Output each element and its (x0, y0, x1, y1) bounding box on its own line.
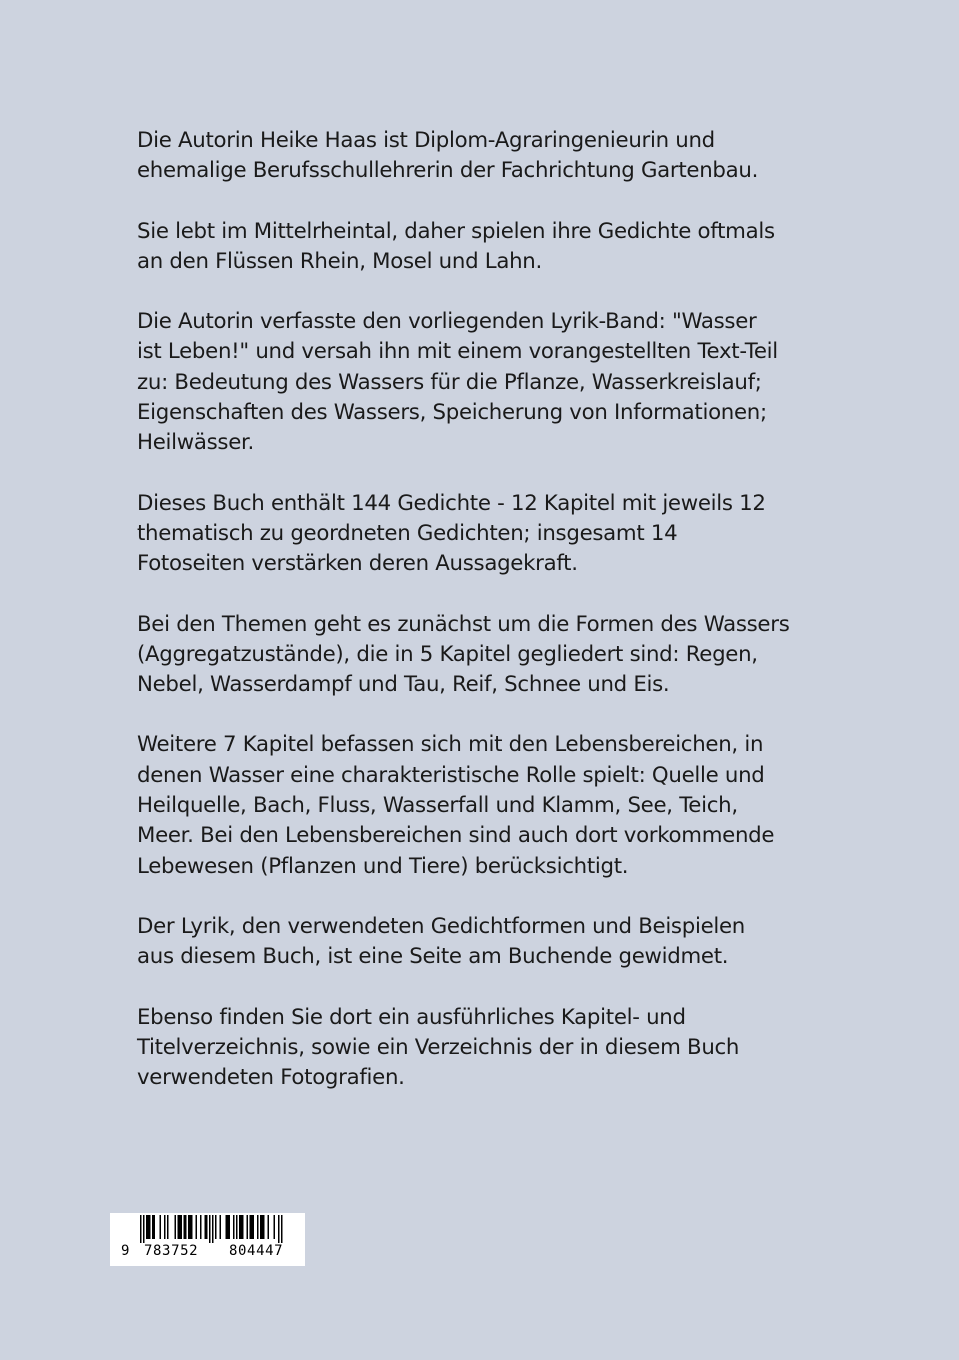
barcode-bar (188, 1215, 190, 1239)
barcode-bar (253, 1215, 255, 1239)
paragraph-lyric-forms (137, 912, 837, 973)
barcode-bar (233, 1215, 235, 1239)
barcode-bar (220, 1215, 222, 1239)
text-line: Eigenschaften des Wassers, Speicherung von Informationen; (137, 400, 767, 426)
barcode-bar (257, 1215, 259, 1239)
barcode-bar (148, 1215, 150, 1239)
barcode-bar (260, 1215, 262, 1239)
text-line: zu: Bedeutung des Wassers für die Pflanze, Wasserkreislauf; (137, 369, 762, 395)
barcode-bar (263, 1215, 265, 1239)
text-line: Heilquelle, Bach, Fluss, Wasserfall und Klamm, See, Teich, (137, 793, 738, 819)
barcode-bar (226, 1215, 228, 1239)
paragraph-index (137, 1003, 837, 1094)
barcode-digits (110, 1243, 305, 1323)
barcode-bar (185, 1215, 187, 1239)
barcode-bar (239, 1215, 241, 1239)
barcode-bar (179, 1215, 181, 1239)
barcode-bar (205, 1215, 207, 1239)
text-line: Die Autorin Heike Haas ist Diplom-Agraringenieurin und (137, 128, 715, 153)
barcode-bar (140, 1215, 142, 1243)
paragraph-themes (137, 610, 837, 701)
text-line: Der Lyrik, den verwendeten Gedichtformen und Beispielen (137, 913, 745, 939)
back-cover-text (137, 126, 837, 1123)
isbn-barcode (110, 1213, 305, 1266)
barcode-bar (149, 1215, 151, 1239)
text-line: Sie lebt im Mittelrheintal, daher spielen ihre Gedichte oftmals (137, 218, 775, 244)
barcode-bar (190, 1215, 192, 1239)
paragraph-book-content (137, 307, 837, 458)
barcode-bar (175, 1215, 177, 1239)
barcode-bar (164, 1215, 166, 1239)
barcode-bar (146, 1215, 148, 1239)
barcode-bar (143, 1215, 145, 1243)
barcode-bar (206, 1215, 208, 1239)
paragraph-poem-count (137, 489, 837, 580)
paragraph-residence (137, 217, 837, 278)
text-line: (Aggregatzustände), die in 5 Kapitel gegliedert sind: Regen, (137, 641, 758, 667)
text-line: ehemalige Berufsschullehrerin der Fachrichtung Gartenbau. (137, 158, 759, 184)
barcode-bar (154, 1215, 156, 1239)
barcode-lead-digit: 9 (121, 1243, 130, 1259)
text-line: Nebel, Wasserdampf und Tau, Reif, Schnee und Eis. (137, 672, 670, 698)
barcode-left-digits: 783752 (144, 1243, 199, 1259)
barcode-bar (178, 1215, 180, 1239)
paragraph-author-intro (137, 126, 837, 187)
text-line: Ebenso finden Sie dort ein ausführliches Kapitel- und (137, 1004, 686, 1030)
barcode-bar (241, 1215, 243, 1239)
text-line: Die Autorin verfasste den vorliegenden Lyrik-Band: "Wasser (137, 309, 757, 335)
text-line: Titelverzeichnis, sowie ein Verzeichnis der in diesem Buch (137, 1034, 740, 1060)
text-line: aus diesem Buch, ist eine Seite am Buchende gewidmet. (137, 944, 729, 970)
barcode-bar (262, 1215, 264, 1239)
text-line: an den Flüssen Rhein, Mosel und Lahn. (137, 248, 542, 274)
text-line: Bei den Themen geht es zunächst um die Formen des Wassers (137, 611, 790, 637)
barcode-bar (215, 1215, 217, 1239)
barcode-bar (181, 1215, 183, 1239)
barcode-bar (200, 1215, 202, 1239)
text-line: Dieses Buch enthält 144 Gedichte - 12 Kapitel mit jeweils 12 (137, 490, 766, 516)
text-line: denen Wasser eine charakteristische Rolle spielt: Quelle und (137, 762, 765, 788)
barcode-bar (184, 1215, 186, 1239)
barcode-right-digits: 804447 (229, 1243, 284, 1259)
barcode-bar (268, 1215, 270, 1239)
text-line: ist Leben!" und versah ihn mit einem vorangestellten Text-Teil (137, 339, 778, 365)
barcode-bar (247, 1215, 249, 1239)
text-line: Heilwässer. (137, 430, 254, 456)
text-line: Fotoseiten verstärken deren Aussagekraft. (137, 551, 578, 577)
barcode-bar (167, 1215, 169, 1239)
barcode-bar (236, 1215, 238, 1239)
barcode-bar (191, 1215, 193, 1239)
barcode-bar (278, 1215, 280, 1243)
text-line: Meer. Bei den Lebensbereichen sind auch dort vorkommende (137, 823, 775, 849)
barcode-bar (250, 1215, 252, 1239)
barcode-bar (196, 1215, 198, 1239)
text-line: verwendeten Fotografien. (137, 1065, 405, 1091)
barcode-bar (152, 1215, 154, 1239)
barcode-bar (212, 1215, 214, 1243)
barcode-bar (160, 1215, 162, 1239)
barcode-bar (227, 1215, 229, 1239)
barcode-bar (274, 1215, 276, 1239)
text-line: Lebewesen (Pflanzen und Tiere) berücksichtigt. (137, 853, 629, 879)
barcode-bar (229, 1215, 231, 1239)
barcode-bar (281, 1215, 283, 1243)
text-line: thematisch zu geordneten Gedichten; insgesamt 14 (137, 520, 678, 546)
text-line: Weitere 7 Kapitel befassen sich mit den Lebensbereichen, in (137, 732, 764, 758)
paragraph-habitats (137, 730, 837, 881)
barcode-bar (251, 1215, 253, 1239)
barcode-bars (110, 1213, 305, 1243)
barcode-bar (242, 1215, 244, 1239)
barcode-bar (209, 1215, 211, 1243)
